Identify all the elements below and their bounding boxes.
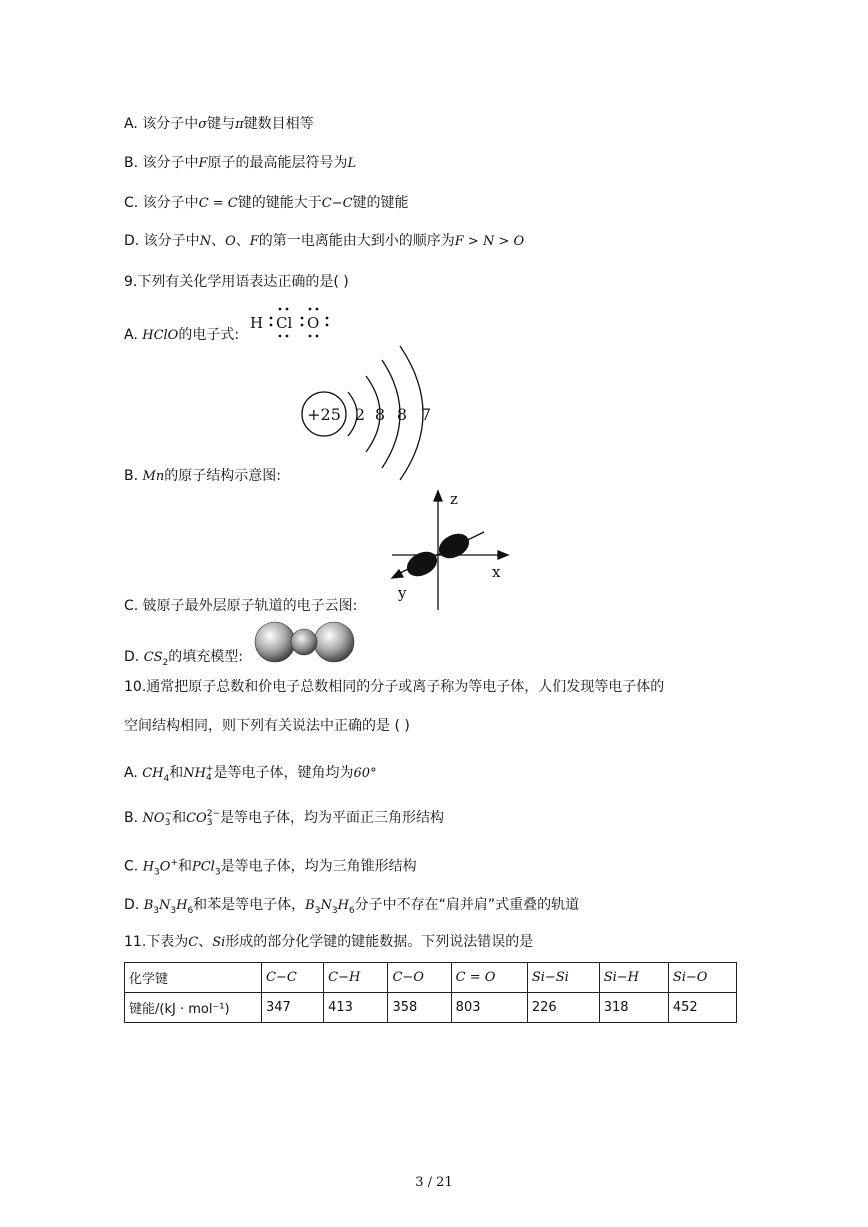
conjunction: 和	[169, 765, 184, 781]
atom-o: O	[307, 314, 320, 332]
subscript: 3	[331, 905, 338, 916]
z-label: z	[450, 490, 458, 508]
math-f: F	[249, 234, 259, 249]
shell-3-count: 8	[396, 405, 408, 424]
q9-option-d	[124, 647, 243, 673]
option-text: A.	[124, 765, 143, 781]
math-n: N	[320, 898, 332, 913]
math-no: NO	[142, 811, 165, 826]
option-text: A.	[124, 327, 143, 343]
math-n: N	[158, 898, 171, 913]
math-l: L	[347, 156, 357, 171]
x-label: x	[492, 563, 501, 581]
atom-cl: Cl	[276, 314, 293, 332]
math-sigma: σ	[198, 117, 208, 132]
subscript: 6	[187, 905, 194, 916]
option-text: C. 该分子中	[124, 195, 199, 211]
option-text: D. 该分子中	[124, 233, 200, 249]
separator: 、	[211, 233, 226, 249]
option-text: 键与	[207, 116, 236, 132]
subscript: 4	[163, 773, 170, 784]
q8-option-a	[124, 114, 314, 135]
subscript: 3	[154, 867, 160, 878]
header-cell: Si−Si	[527, 963, 599, 993]
value-cell: 803	[451, 993, 527, 1023]
option-text: 的第一电离能由大到小的顺序为	[258, 233, 455, 249]
math-b: B	[305, 898, 315, 913]
separator: 、	[235, 233, 250, 249]
superscript: −	[164, 809, 173, 819]
option-text: 是等电子体，键角均为	[213, 765, 354, 781]
math-mn: Mn	[142, 469, 165, 484]
value-cell: 358	[388, 993, 451, 1023]
math-nh: NH	[183, 766, 206, 781]
option-text: 键的键能大于	[237, 195, 322, 211]
carbon-atom	[291, 629, 317, 655]
y-arrow	[392, 570, 403, 578]
q9-option-a	[124, 325, 239, 346]
shell-4-count: 7	[420, 405, 432, 424]
option-text: 和苯是等电子体，	[193, 897, 306, 913]
math-b: B	[143, 898, 154, 913]
bond-energy-table	[124, 962, 737, 1023]
option-text: 是等电子体，均为平面正三角形结构	[220, 810, 444, 826]
subscript: 3	[170, 905, 177, 916]
subscript: 3	[314, 905, 321, 916]
option-text: B.	[124, 468, 143, 484]
subscript: 3	[206, 818, 213, 828]
q8-option-d	[124, 231, 524, 252]
q10-option-a	[124, 763, 377, 789]
header-cell: C = O	[451, 963, 527, 993]
math-cc-single: C−C	[321, 196, 353, 211]
math-h: H	[142, 859, 155, 875]
math-n: N	[199, 234, 212, 249]
value-cell: 347	[262, 993, 324, 1023]
atom-h: H	[250, 314, 264, 332]
option-text: B.	[124, 810, 143, 826]
q10-option-d	[124, 895, 579, 921]
header-cell: 化学键	[125, 963, 262, 993]
header-cell: C−C	[262, 963, 324, 993]
math-ch: CH	[142, 766, 164, 781]
question-text: 形成的部分化学键的键能数据。下列说法错误的是	[225, 934, 534, 950]
q9-option-c: C. 铍原子最外层原子轨道的电子云图:	[124, 598, 358, 614]
sup-sub-stack	[206, 765, 214, 783]
math-h: H	[337, 898, 349, 913]
header-cell: C−O	[388, 963, 451, 993]
math-o: O	[159, 859, 171, 875]
sulfur-atom-right	[314, 622, 354, 662]
option-text: 分子中不存在“肩并肩”式重叠的轨道	[354, 897, 580, 913]
shell-2-count: 8	[374, 405, 386, 424]
z-arrow	[434, 491, 442, 501]
q8-option-c	[124, 193, 409, 214]
math-si: Si	[212, 935, 226, 950]
math-co: CO	[186, 811, 207, 826]
option-text: 的填充模型:	[168, 649, 243, 665]
hclo-electron-formula	[246, 304, 336, 340]
superscript: +	[170, 858, 178, 868]
option-text: A. 该分子中	[124, 116, 199, 132]
math-pi: π	[235, 117, 244, 132]
math-cs: CS	[143, 650, 163, 665]
math-pcl: PCl	[191, 859, 215, 875]
subscript: 6	[348, 905, 355, 916]
math-c: C	[188, 935, 199, 950]
q10-option-b	[124, 808, 444, 829]
math-h: H	[176, 898, 188, 913]
q10-option-c	[124, 853, 417, 882]
q10-stem-line1: 10.通常把原子总数和价电子总数相同的分子或离子称为等电子体，人们发现等电子体的	[124, 679, 665, 695]
nucleus-charge: +25	[307, 405, 341, 424]
option-text: D.	[124, 649, 144, 665]
value-cell: 226	[527, 993, 599, 1023]
table-header-row	[125, 963, 737, 993]
q8-option-b	[124, 153, 356, 174]
math-order: F > N > O	[454, 234, 525, 249]
table-row	[125, 993, 737, 1023]
subscript: 3	[214, 867, 221, 878]
y-label: y	[398, 584, 407, 602]
header-cell: Si−O	[668, 963, 736, 993]
orbital-electron-cloud-diagram	[386, 488, 516, 614]
subscript: 3	[164, 818, 171, 828]
value-cell: 413	[324, 993, 388, 1023]
q11-stem	[124, 932, 533, 953]
math-hclo: HClO	[142, 328, 179, 343]
option-text: 原子的最高能层符号为	[207, 155, 348, 171]
value-cell: 452	[668, 993, 736, 1023]
option-text: 的电子式:	[178, 327, 240, 343]
math-o: O	[225, 234, 236, 249]
option-text: 键数目相等	[243, 116, 314, 132]
subscript: 3	[153, 905, 159, 916]
sup-sub-stack	[207, 810, 220, 828]
math-angle: 60°	[353, 766, 377, 781]
x-arrow	[498, 551, 508, 559]
header-cell: C−H	[324, 963, 388, 993]
header-cell: Si−H	[599, 963, 668, 993]
subscript: 4	[205, 773, 212, 783]
sup-sub-stack	[165, 810, 173, 828]
subscript: 2	[162, 657, 169, 668]
conjunction: 和	[177, 858, 192, 875]
superscript: +	[205, 764, 214, 774]
option-text: B. 该分子中	[124, 155, 199, 171]
question-text: 11.下表为	[124, 934, 189, 950]
page-number: 3 / 21	[415, 1175, 453, 1190]
cs2-space-filling-model	[254, 620, 356, 664]
option-text: 的原子结构示意图:	[164, 468, 281, 484]
option-text: D.	[124, 897, 144, 913]
q9-stem: 9.下列有关化学用语表达正确的是( )	[124, 274, 349, 290]
superscript: 2−	[206, 809, 220, 819]
conjunction: 和	[172, 810, 187, 826]
q10-stem-line2: 空间结构相同，则下列有关说法中正确的是 ( )	[124, 718, 410, 734]
option-text: 是等电子体，均为三角锥形结构	[220, 858, 417, 875]
q9-option-b	[124, 466, 281, 487]
math-cc-double: C = C	[198, 196, 238, 211]
shell-1-count: 2	[354, 405, 366, 424]
separator: 、	[198, 934, 213, 950]
value-cell: 318	[599, 993, 668, 1023]
mn-atomic-structure-diagram	[296, 344, 446, 482]
sulfur-atom-left	[255, 622, 295, 662]
math-f: F	[198, 156, 208, 171]
option-text: C.	[124, 858, 143, 875]
option-text: 键的键能	[352, 195, 409, 211]
row-label-cell: 键能/(kJ · mol⁻¹)	[125, 993, 262, 1023]
